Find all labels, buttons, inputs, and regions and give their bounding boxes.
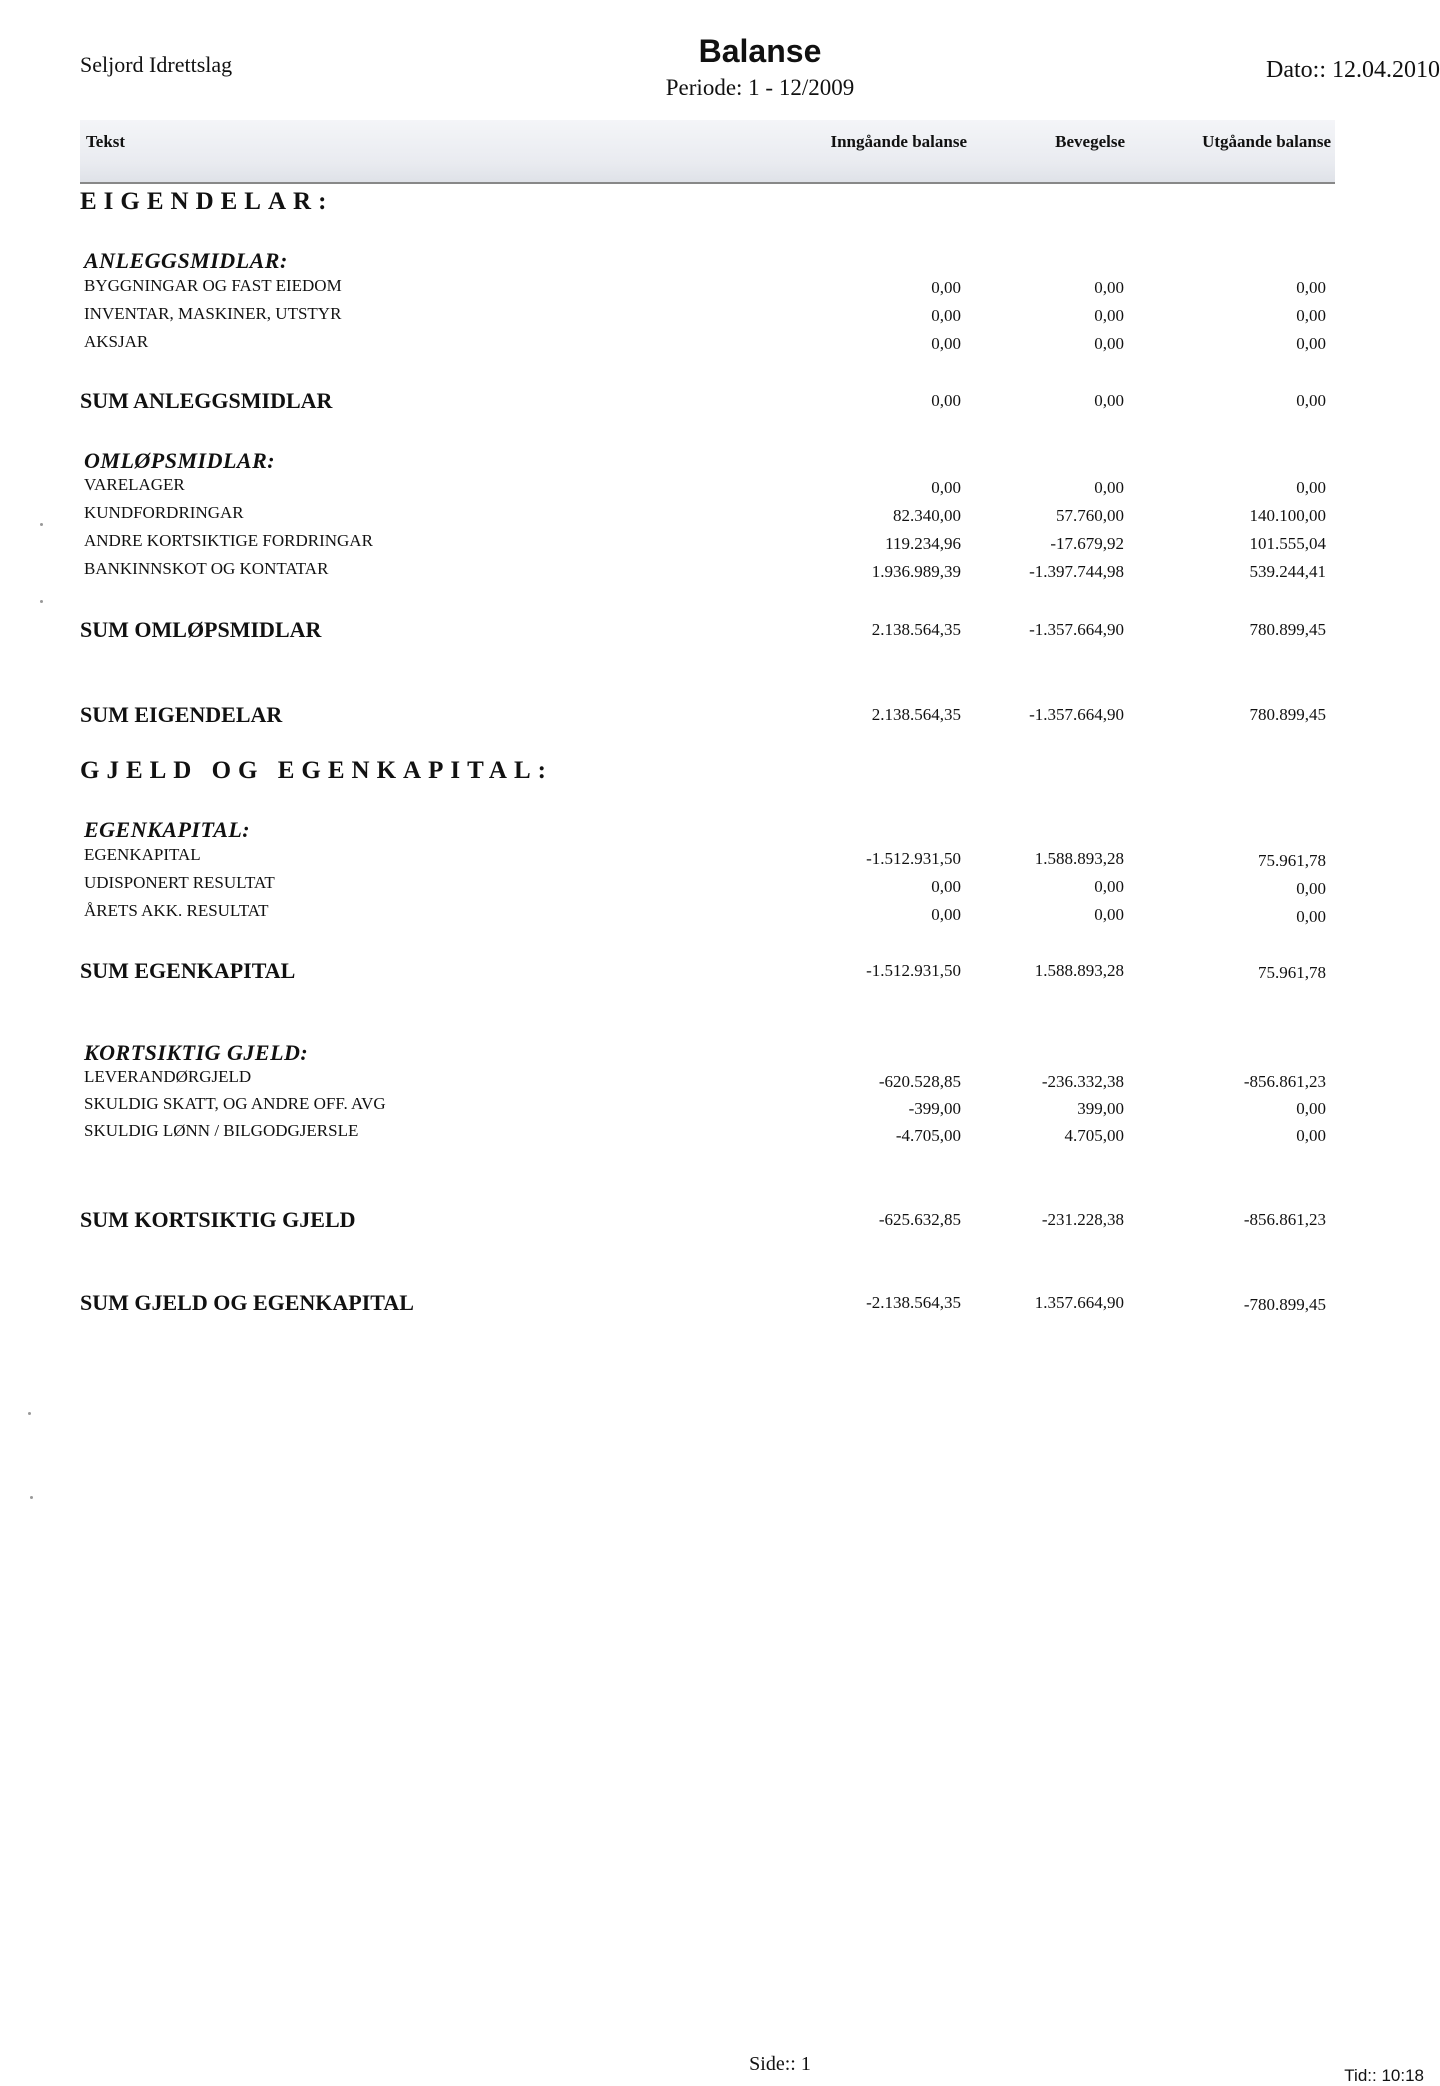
row-opening: -399,00 <box>908 1099 961 1118</box>
sum-label-short-term-debt: SUM KORTSIKTIG GJELD <box>80 1207 356 1232</box>
row-label: SKULDIG SKATT, OG ANDRE OFF. AVG <box>84 1094 386 1113</box>
row-opening: 0,00 <box>931 306 961 325</box>
row-movement: 0,00 <box>1094 334 1124 353</box>
row-closing: 539.244,41 <box>1249 562 1326 581</box>
column-header-opening: Inngåande balanse <box>830 132 967 151</box>
row-label: UDISPONERT RESULTAT <box>84 873 275 892</box>
column-header-band <box>80 120 1335 184</box>
row-opening: 0,00 <box>931 334 961 353</box>
sum-closing: -780.899,45 <box>1243 1295 1326 1314</box>
row-label: BYGGNINGAR OG FAST EIEDOM <box>84 276 342 295</box>
row-closing: 140.100,00 <box>1249 506 1326 525</box>
column-header-closing: Utgåande balanse <box>1202 132 1331 151</box>
sum-label-current-assets: SUM OMLØPSMIDLAR <box>80 617 322 642</box>
sum-movement: 1.588.893,28 <box>1034 961 1124 980</box>
sum-opening: 0,00 <box>931 391 961 410</box>
row-label: SKULDIG LØNN / BILGODGJERSLE <box>84 1121 359 1140</box>
row-movement: 0,00 <box>1094 905 1124 924</box>
sum-label-liabilities-equity: SUM GJELD OG EGENKAPITAL <box>80 1290 414 1315</box>
row-movement: 0,00 <box>1094 877 1124 896</box>
row-opening: 0,00 <box>931 877 961 896</box>
row-movement: 399,00 <box>1077 1099 1124 1118</box>
row-opening: 1.936.989,39 <box>871 562 961 581</box>
row-opening: -1.512.931,50 <box>866 849 961 868</box>
row-opening: 0,00 <box>931 905 961 924</box>
sum-closing: 0,00 <box>1296 391 1326 410</box>
row-opening: -4.705,00 <box>895 1126 961 1145</box>
sum-movement: -1.357.664,90 <box>1029 620 1124 639</box>
page-number: Side:: 1 <box>749 2053 811 2075</box>
scan-speck <box>40 523 43 526</box>
row-label: BANKINNSKOT OG KONTATAR <box>84 559 329 578</box>
row-label: INVENTAR, MASKINER, UTSTYR <box>84 304 342 323</box>
print-time: Tid:: 10:18 <box>1344 2066 1424 2085</box>
sum-opening: -1.512.931,50 <box>866 961 961 980</box>
row-closing: 0,00 <box>1296 278 1326 297</box>
row-closing: 0,00 <box>1296 1126 1326 1145</box>
sum-label-equity: SUM EGENKAPITAL <box>80 958 296 983</box>
sum-movement: -231.228,38 <box>1041 1210 1124 1229</box>
organization-name: Seljord Idrettslag <box>80 52 233 77</box>
sum-closing: 780.899,45 <box>1249 620 1326 639</box>
scan-speck <box>30 1496 33 1499</box>
sum-opening: -625.632,85 <box>878 1210 961 1229</box>
row-movement: 0,00 <box>1094 278 1124 297</box>
sum-opening: 2.138.564,35 <box>871 705 961 724</box>
row-opening: 82.340,00 <box>893 506 961 525</box>
row-closing: 101.555,04 <box>1249 534 1326 553</box>
row-label: ÅRETS AKK. RESULTAT <box>84 901 269 920</box>
row-movement: -17.679,92 <box>1050 534 1124 553</box>
report-period: Periode: 1 - 12/2009 <box>665 75 855 100</box>
row-movement: 1.588.893,28 <box>1034 849 1124 868</box>
group-title-equity: EGENKAPITAL: <box>84 817 251 842</box>
row-movement: 0,00 <box>1094 478 1124 497</box>
row-opening: 119.234,96 <box>885 534 961 553</box>
sum-movement: 1.357.664,90 <box>1034 1293 1124 1312</box>
sum-closing: 780.899,45 <box>1249 705 1326 724</box>
sum-movement: 0,00 <box>1094 391 1124 410</box>
row-closing: 0,00 <box>1296 1099 1326 1118</box>
row-label: LEVERANDØRGJELD <box>84 1067 252 1086</box>
row-closing: 0,00 <box>1296 478 1326 497</box>
sum-opening: 2.138.564,35 <box>871 620 961 639</box>
sum-closing: 75.961,78 <box>1258 963 1326 982</box>
row-movement: -236.332,38 <box>1041 1072 1124 1091</box>
scan-speck <box>40 600 43 603</box>
group-title-short-term-debt: KORTSIKTIG GJELD: <box>84 1040 309 1065</box>
row-opening: -620.528,85 <box>878 1072 961 1091</box>
row-label: VARELAGER <box>84 475 185 494</box>
report-date: Dato:: 12.04.2010 <box>1266 57 1440 83</box>
row-label: KUNDFORDRINGAR <box>84 503 244 522</box>
row-movement: 57.760,00 <box>1056 506 1124 525</box>
report-title: Balanse <box>698 33 822 69</box>
row-opening: 0,00 <box>931 478 961 497</box>
row-closing: 0,00 <box>1296 334 1326 353</box>
row-label: ANDRE KORTSIKTIGE FORDRINGAR <box>84 531 373 550</box>
group-title-current-assets: OMLØPSMIDLAR: <box>84 448 276 473</box>
row-movement: 0,00 <box>1094 306 1124 325</box>
column-header-text: Tekst <box>86 132 126 151</box>
group-title-fixed-assets: ANLEGGSMIDLAR: <box>84 248 288 273</box>
sum-label-assets: SUM EIGENDELAR <box>80 702 283 727</box>
scan-speck <box>28 1412 31 1415</box>
row-closing: 0,00 <box>1296 907 1326 926</box>
sum-label-fixed-assets: SUM ANLEGGSMIDLAR <box>80 388 333 413</box>
column-header-movement: Bevegelse <box>1055 132 1125 151</box>
row-label: AKSJAR <box>84 332 149 351</box>
sum-movement: -1.357.664,90 <box>1029 705 1124 724</box>
row-closing: -856.861,23 <box>1243 1072 1326 1091</box>
row-closing: 0,00 <box>1296 879 1326 898</box>
row-movement: -1.397.744,98 <box>1029 562 1124 581</box>
sum-closing: -856.861,23 <box>1243 1210 1326 1229</box>
row-label: EGENKAPITAL <box>84 845 201 864</box>
row-closing: 75.961,78 <box>1258 851 1326 870</box>
sum-opening: -2.138.564,35 <box>866 1293 961 1312</box>
row-movement: 4.705,00 <box>1064 1126 1124 1145</box>
row-closing: 0,00 <box>1296 306 1326 325</box>
section-title-assets: EIGENDELAR: <box>80 188 334 215</box>
row-opening: 0,00 <box>931 278 961 297</box>
section-title-liabilities-equity: GJELD OG EGENKAPITAL: <box>80 757 553 784</box>
